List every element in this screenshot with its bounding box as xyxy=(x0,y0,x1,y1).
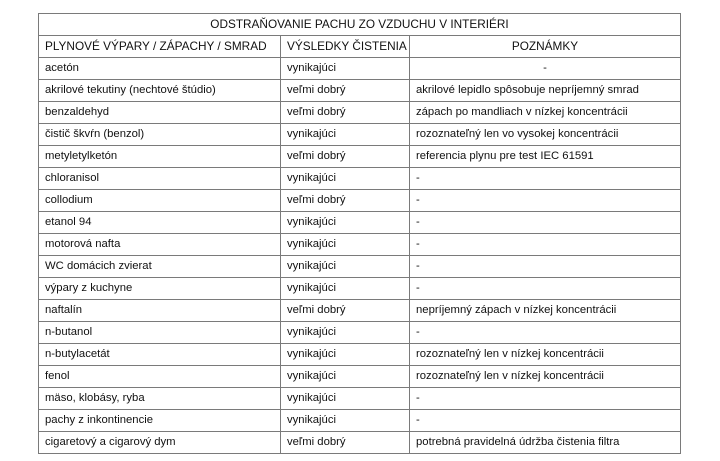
cell-result: vynikajúci xyxy=(281,344,410,366)
cell-substance: chloranisol xyxy=(39,168,281,190)
cell-result: veľmi dobrý xyxy=(281,300,410,322)
cell-result: vynikajúci xyxy=(281,124,410,146)
title-row xyxy=(39,14,681,36)
cell-note: - xyxy=(410,58,681,80)
cell-note: - xyxy=(410,410,681,432)
cell-result: vynikajúci xyxy=(281,322,410,344)
cell-result: veľmi dobrý xyxy=(281,80,410,102)
cell-note: - xyxy=(410,278,681,300)
cell-result: veľmi dobrý xyxy=(281,102,410,124)
cell-note: potrebná pravidelná údržba čistenia filtra xyxy=(410,432,681,454)
cell-note: - xyxy=(410,190,681,212)
cell-substance: naftalín xyxy=(39,300,281,322)
table-row xyxy=(39,124,681,146)
cell-result: vynikajúci xyxy=(281,212,410,234)
table-row xyxy=(39,322,681,344)
header-row xyxy=(39,36,681,58)
table-row xyxy=(39,80,681,102)
cell-result: vynikajúci xyxy=(281,388,410,410)
cell-note: - xyxy=(410,234,681,256)
cell-result: vynikajúci xyxy=(281,256,410,278)
header-result: VÝSLEDKY ČISTENIA xyxy=(281,36,410,58)
cell-substance: fenol xyxy=(39,366,281,388)
cell-substance: metyletylketón xyxy=(39,146,281,168)
cell-substance: benzaldehyd xyxy=(39,102,281,124)
cell-note: - xyxy=(410,168,681,190)
cell-substance: výpary z kuchyne xyxy=(39,278,281,300)
cell-result: vynikajúci xyxy=(281,168,410,190)
table-row xyxy=(39,146,681,168)
table-row xyxy=(39,212,681,234)
header-notes: POZNÁMKY xyxy=(410,36,681,58)
cell-note: akrilové lepidlo spôsobuje nepríjemný smrad xyxy=(410,80,681,102)
table-row xyxy=(39,102,681,124)
cell-substance: WC domácich zvierat xyxy=(39,256,281,278)
cell-result: veľmi dobrý xyxy=(281,146,410,168)
cell-note: zápach po mandliach v nízkej koncentrácii xyxy=(410,102,681,124)
cell-substance: cigaretový a cigarový dym xyxy=(39,432,281,454)
cell-substance: n-butylacetát xyxy=(39,344,281,366)
cell-result: veľmi dobrý xyxy=(281,432,410,454)
cell-substance: motorová nafta xyxy=(39,234,281,256)
cell-note: - xyxy=(410,212,681,234)
table-title: ODSTRAŇOVANIE PACHU ZO VZDUCHU V INTERIÉRI xyxy=(39,14,681,36)
cell-note: rozoznateľný len vo vysokej koncentrácii xyxy=(410,124,681,146)
cell-note: referencia plynu pre test IEC 61591 xyxy=(410,146,681,168)
cell-note: - xyxy=(410,256,681,278)
cell-result: vynikajúci xyxy=(281,366,410,388)
table-row xyxy=(39,410,681,432)
header-substance: PLYNOVÉ VÝPARY / ZÁPACHY / SMRAD xyxy=(39,36,281,58)
table-row xyxy=(39,190,681,212)
cell-result: veľmi dobrý xyxy=(281,190,410,212)
cell-substance: etanol 94 xyxy=(39,212,281,234)
cell-substance: mäso, klobásy, ryba xyxy=(39,388,281,410)
cell-note: - xyxy=(410,322,681,344)
table-row xyxy=(39,366,681,388)
cell-result: vynikajúci xyxy=(281,234,410,256)
table-row xyxy=(39,58,681,80)
table-row xyxy=(39,432,681,454)
table-row xyxy=(39,388,681,410)
table-row xyxy=(39,278,681,300)
cell-result: vynikajúci xyxy=(281,278,410,300)
cell-substance: akrilové tekutiny (nechtové štúdio) xyxy=(39,80,281,102)
table-row xyxy=(39,168,681,190)
cell-result: vynikajúci xyxy=(281,410,410,432)
odor-removal-table xyxy=(38,13,681,454)
cell-note: rozoznateľný len v nízkej koncentrácii xyxy=(410,366,681,388)
table-row xyxy=(39,300,681,322)
cell-substance: n-butanol xyxy=(39,322,281,344)
cell-substance: čistič škvŕn (benzol) xyxy=(39,124,281,146)
table-row xyxy=(39,234,681,256)
cell-substance: collodium xyxy=(39,190,281,212)
cell-note: rozoznateľný len v nízkej koncentrácii xyxy=(410,344,681,366)
table-row xyxy=(39,344,681,366)
cell-substance: pachy z inkontinencie xyxy=(39,410,281,432)
table-body xyxy=(39,58,681,454)
cell-note: nepríjemný zápach v nízkej koncentrácii xyxy=(410,300,681,322)
cell-result: vynikajúci xyxy=(281,58,410,80)
cell-note: - xyxy=(410,388,681,410)
cell-substance: acetón xyxy=(39,58,281,80)
table-row xyxy=(39,256,681,278)
